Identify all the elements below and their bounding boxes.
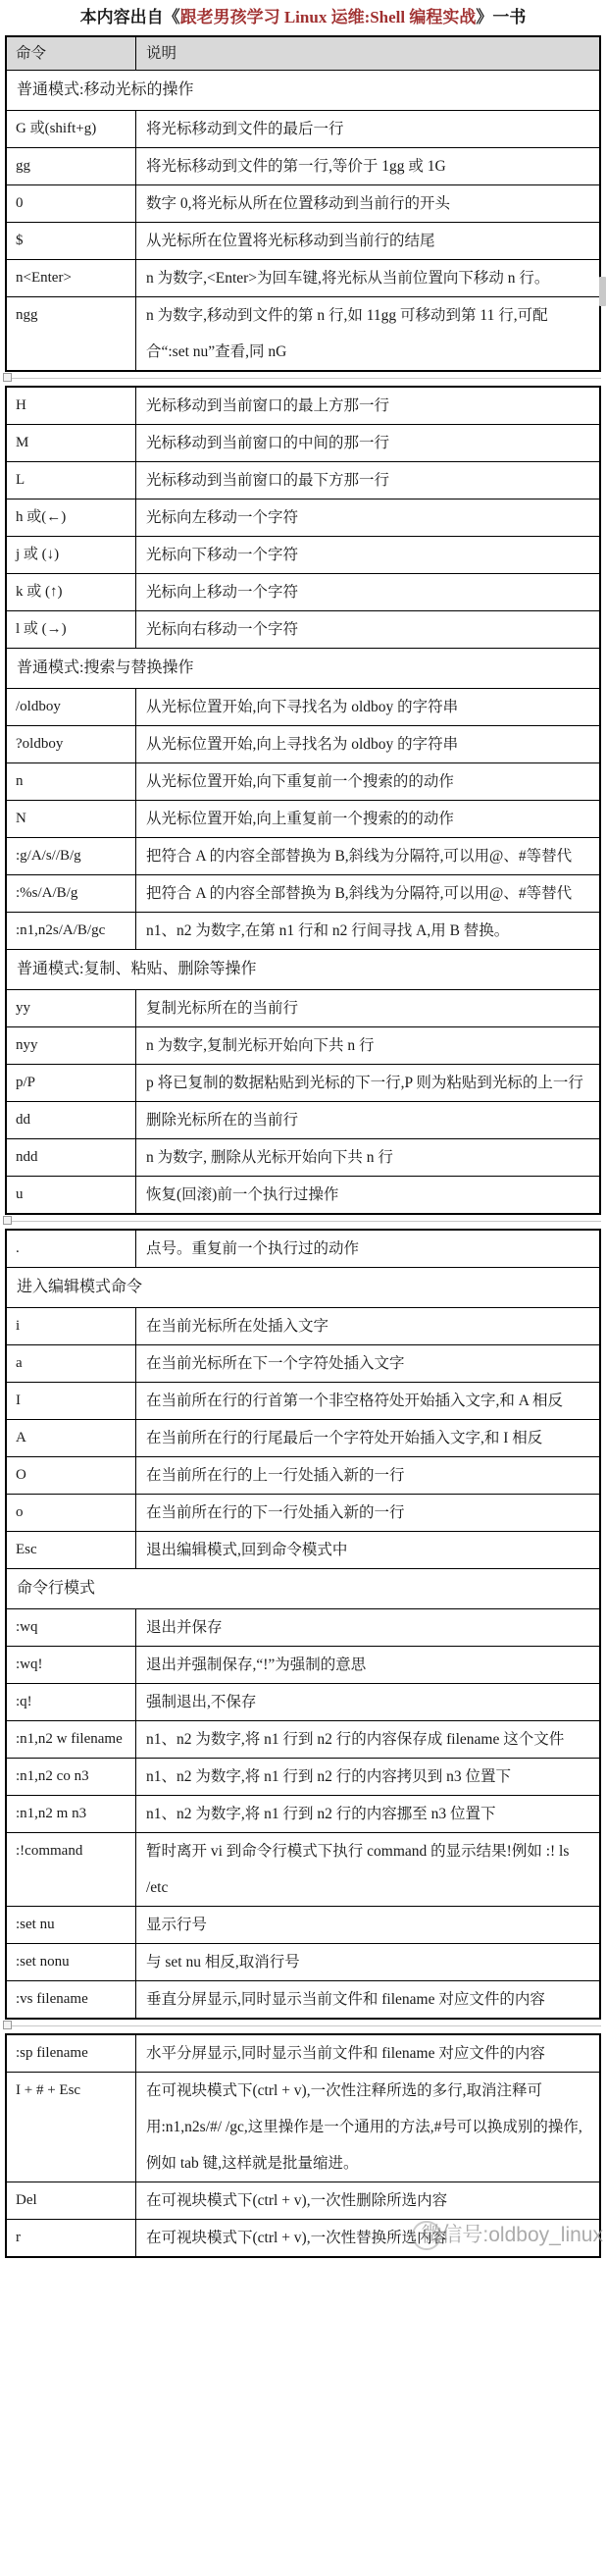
table-row	[7, 1027, 599, 1065]
vim-commands-table-3	[5, 1229, 601, 2020]
command-cell: :n1,n2 m n3	[7, 1796, 136, 1832]
column-header-command: 命令	[7, 37, 136, 70]
table-row	[7, 223, 599, 260]
description-cell: 暂时离开 vi 到命令行模式下执行 command 的显示结果!例如 :! ls /etc	[146, 1843, 570, 1896]
table-row	[7, 1420, 599, 1457]
table-row	[7, 913, 599, 950]
table-row	[7, 1177, 599, 1213]
description-cell: 在当前所在行的行首第一个非空格符处开始插入文字,和 A 相反	[146, 1393, 563, 1409]
section-title: 普通模式:搜索与替换操作	[17, 659, 194, 676]
description-cell: p 将已复制的数据粘贴到光标的下一行,P 则为粘贴到光标的上一行	[146, 1075, 583, 1091]
command-cell: :wq	[7, 1609, 136, 1646]
description-cell: 在当前光标所在处插入文字	[146, 1318, 329, 1335]
description-cell: 退出编辑模式,回到命令模式中	[146, 1542, 348, 1558]
table-row	[7, 297, 599, 370]
table-row	[7, 1495, 599, 1532]
command-cell: $	[7, 223, 136, 259]
table-row	[7, 1907, 599, 1944]
watermark-text: 微信号:oldboy_linux	[421, 2223, 603, 2246]
table-row	[7, 462, 599, 499]
command-cell: .	[7, 1231, 136, 1267]
command-cell: I + # + Esc	[7, 2073, 136, 2182]
section-title: 普通模式:移动光标的操作	[17, 81, 194, 98]
table-row	[7, 537, 599, 574]
description-cell: 点号。重复前一个执行过的动作	[146, 1240, 360, 1257]
description-cell: 光标移动到当前窗口的最下方那一行	[146, 472, 390, 489]
command-cell: o	[7, 1495, 136, 1531]
title-suffix: 》一书	[476, 8, 527, 26]
description-cell: 从光标所在位置将光标移动到当前行的结尾	[146, 233, 435, 249]
command-cell: j 或 (↓)	[7, 537, 136, 573]
table-row	[7, 1345, 599, 1383]
table-row	[7, 726, 599, 763]
table-row	[7, 1721, 599, 1759]
table-handle-icon	[3, 2021, 12, 2029]
description-cell: 光标向右移动一个字符	[146, 621, 299, 638]
command-cell: :n1,n2 w filename	[7, 1721, 136, 1758]
table-row	[7, 574, 599, 611]
command-cell: yy	[7, 990, 136, 1026]
table-row	[7, 1796, 599, 1833]
gap-divider-line	[5, 1221, 601, 1222]
command-cell: :n1,n2s/A/B/gc	[7, 913, 136, 949]
page-title	[5, 4, 601, 31]
description-cell: 将光标移动到文件的第一行,等价于 1gg 或 1G	[146, 158, 446, 175]
command-cell: N	[7, 801, 136, 837]
table-row	[7, 148, 599, 185]
table-row	[7, 1102, 599, 1139]
description-cell: 水平分屏显示,同时显示当前文件和 filename 对应文件的内容	[146, 2045, 545, 2062]
table-row	[7, 1759, 599, 1796]
description-cell: 把符合 A 的内容全部替换为 B,斜线为分隔符,可以用@、#等替代	[146, 885, 573, 902]
command-cell: l 或 (→)	[7, 611, 136, 648]
table-row	[7, 689, 599, 726]
command-cell: ndd	[7, 1139, 136, 1176]
command-cell: h 或(←)	[7, 499, 136, 536]
table-row	[7, 2035, 599, 2073]
table-row	[7, 1684, 599, 1721]
description-cell: 光标向左移动一个字符	[146, 509, 299, 526]
command-cell: :sp filename	[7, 2035, 136, 2072]
table-row	[7, 1981, 599, 2018]
command-cell: H	[7, 388, 136, 424]
description-cell: 在可视块模式下(ctrl + v),一次性注释所选的多行,取消注释可用:n1,n2s/#/ /gc,这里操作是一个通用的方法,#号可以换成别的操作,例如 tab 键,这样就是批量缩进。	[146, 2082, 582, 2172]
command-cell: :set nonu	[7, 1944, 136, 1980]
description-cell: n1、n2 为数字,将 n1 行到 n2 行的内容保存成 filename 这个文件	[146, 1731, 565, 1748]
table-row	[7, 1532, 599, 1569]
command-cell: i	[7, 1308, 136, 1344]
command-cell: M	[7, 425, 136, 461]
description-cell: n 为数字,移动到文件的第 n 行,如 11gg 可移动到第 11 行,可配合“:set nu”查看,同 nG	[146, 307, 548, 360]
gap-divider-line	[5, 2025, 601, 2026]
command-cell: :set nu	[7, 1907, 136, 1943]
description-cell: 从光标位置开始,向上寻找名为 oldboy 的字符串	[146, 736, 459, 753]
table-row	[7, 499, 599, 537]
command-cell: k 或 (↑)	[7, 574, 136, 610]
command-cell: 0	[7, 185, 136, 222]
section-row	[7, 649, 599, 689]
gap-divider-line	[5, 378, 601, 379]
table-row	[7, 838, 599, 875]
table-row	[7, 1647, 599, 1684]
table-row	[7, 1139, 599, 1177]
command-cell: G 或(shift+g)	[7, 111, 136, 147]
command-cell: /oldboy	[7, 689, 136, 725]
table-row	[7, 2182, 599, 2220]
section-title: 命令行模式	[17, 1580, 96, 1597]
command-cell: nyy	[7, 1027, 136, 1064]
table-row	[7, 2220, 599, 2256]
command-cell: O	[7, 1457, 136, 1494]
table-row	[7, 1231, 599, 1268]
command-cell: A	[7, 1420, 136, 1456]
description-cell: n 为数字, 删除从光标开始向下共 n 行	[146, 1149, 393, 1166]
description-cell: 将光标移动到文件的最后一行	[146, 121, 344, 137]
table-row	[7, 1383, 599, 1420]
description-cell: 在当前所在行的行尾最后一个字符处开始插入文字,和 I 相反	[146, 1430, 543, 1446]
table-row	[7, 1833, 599, 1907]
description-cell: 退出并强制保存,“!”为强制的意思	[146, 1656, 367, 1673]
command-cell: :vs filename	[7, 1981, 136, 2018]
description-cell: 在可视块模式下(ctrl + v),一次性删除所选内容	[146, 2192, 448, 2209]
table-gap	[5, 372, 601, 386]
description-cell: 在当前所在行的下一行处插入新的一行	[146, 1504, 405, 1521]
command-cell: :%s/A/B/g	[7, 875, 136, 912]
section-row	[7, 71, 599, 111]
description-cell: 退出并保存	[146, 1619, 223, 1636]
command-cell: n	[7, 763, 136, 800]
command-cell: r	[7, 2220, 136, 2256]
command-cell: a	[7, 1345, 136, 1382]
description-cell: n 为数字,<Enter>为回车键,将光标从当前位置向下移动 n 行。	[146, 270, 550, 287]
command-cell: ?oldboy	[7, 726, 136, 762]
description-cell: 与 set nu 相反,取消行号	[146, 1954, 300, 1971]
description-cell: n 为数字,复制光标开始向下共 n 行	[146, 1037, 375, 1054]
table-row	[7, 1308, 599, 1345]
description-cell: 从光标位置开始,向下重复前一个搜索的的动作	[146, 773, 454, 790]
table-row	[7, 388, 599, 425]
title-prefix: 本内容出自《	[79, 8, 180, 26]
vim-commands-table-4	[5, 2033, 601, 2258]
description-cell: 把符合 A 的内容全部替换为 B,斜线为分隔符,可以用@、#等替代	[146, 848, 573, 865]
table-row	[7, 1065, 599, 1102]
description-cell: 光标向上移动一个字符	[146, 584, 299, 601]
table-row	[7, 1457, 599, 1495]
description-cell: 恢复(回滚)前一个执行过操作	[146, 1186, 339, 1203]
table-row	[7, 425, 599, 462]
command-cell: :!command	[7, 1833, 136, 1906]
description-cell: 数字 0,将光标从所在位置移动到当前行的开头	[146, 195, 451, 212]
command-cell: :n1,n2 co n3	[7, 1759, 136, 1795]
scrollbar-thumb[interactable]	[599, 277, 606, 306]
section-title: 进入编辑模式命令	[17, 1279, 143, 1295]
section-row	[7, 1268, 599, 1308]
description-cell: 强制退出,不保存	[146, 1694, 257, 1710]
command-cell: I	[7, 1383, 136, 1419]
description-cell: 删除光标所在的当前行	[146, 1112, 299, 1129]
table-row	[7, 2073, 599, 2182]
description-cell: 复制光标所在的当前行	[146, 1000, 299, 1017]
description-cell: 在可视块模式下(ctrl + v),一次性替换所选内容	[146, 2230, 448, 2246]
description-cell: 光标移动到当前窗口的中间的那一行	[146, 435, 390, 451]
table-row	[7, 111, 599, 148]
description-cell: 垂直分屏显示,同时显示当前文件和 filename 对应文件的内容	[146, 1991, 545, 2008]
vim-commands-table-1	[5, 35, 601, 372]
command-cell: Esc	[7, 1532, 136, 1568]
command-cell: p/P	[7, 1065, 136, 1101]
section-row	[7, 950, 599, 990]
section-row	[7, 1569, 599, 1609]
table-row	[7, 801, 599, 838]
table-header-row	[7, 37, 599, 71]
table-row	[7, 185, 599, 223]
description-cell: n1、n2 为数字,在第 n1 行和 n2 行间寻找 A,用 B 替换。	[146, 922, 510, 939]
command-cell: :g/A/s//B/g	[7, 838, 136, 874]
table-row	[7, 763, 599, 801]
command-cell: u	[7, 1177, 136, 1213]
command-cell: :wq!	[7, 1647, 136, 1683]
table-row	[7, 1944, 599, 1981]
table-row	[7, 611, 599, 649]
command-cell: dd	[7, 1102, 136, 1138]
title-book-name: 跟老男孩学习 Linux 运维:Shell 编程实战	[179, 8, 477, 26]
table-gap	[5, 1215, 601, 1229]
description-cell: 从光标位置开始,向上重复前一个搜索的的动作	[146, 811, 454, 827]
description-cell: n1、n2 为数字,将 n1 行到 n2 行的内容拷贝到 n3 位置下	[146, 1768, 512, 1785]
table-gap	[5, 2020, 601, 2033]
command-cell: ngg	[7, 297, 136, 370]
command-cell: :q!	[7, 1684, 136, 1720]
command-cell: Del	[7, 2182, 136, 2219]
table-handle-icon	[3, 373, 12, 382]
vim-commands-table-2	[5, 386, 601, 1215]
command-cell: L	[7, 462, 136, 499]
description-cell: 从光标位置开始,向下寻找名为 oldboy 的字符串	[146, 699, 459, 715]
description-cell: n1、n2 为数字,将 n1 行到 n2 行的内容挪至 n3 位置下	[146, 1806, 496, 1822]
section-title: 普通模式:复制、粘贴、删除等操作	[17, 961, 257, 977]
table-handle-icon	[3, 1216, 12, 1225]
description-cell: 光标移动到当前窗口的最上方那一行	[146, 397, 390, 414]
table-row	[7, 875, 599, 913]
table-row	[7, 990, 599, 1027]
table-row	[7, 1609, 599, 1647]
column-header-description: 说明	[136, 37, 599, 70]
description-cell: 显示行号	[146, 1917, 208, 1933]
description-cell: 在当前所在行的上一行处插入新的一行	[146, 1467, 405, 1484]
command-cell: n<Enter>	[7, 260, 136, 296]
description-cell: 光标向下移动一个字符	[146, 547, 299, 563]
description-cell: 在当前光标所在下一个字符处插入文字	[146, 1355, 405, 1372]
table-row	[7, 260, 599, 297]
command-cell: gg	[7, 148, 136, 184]
